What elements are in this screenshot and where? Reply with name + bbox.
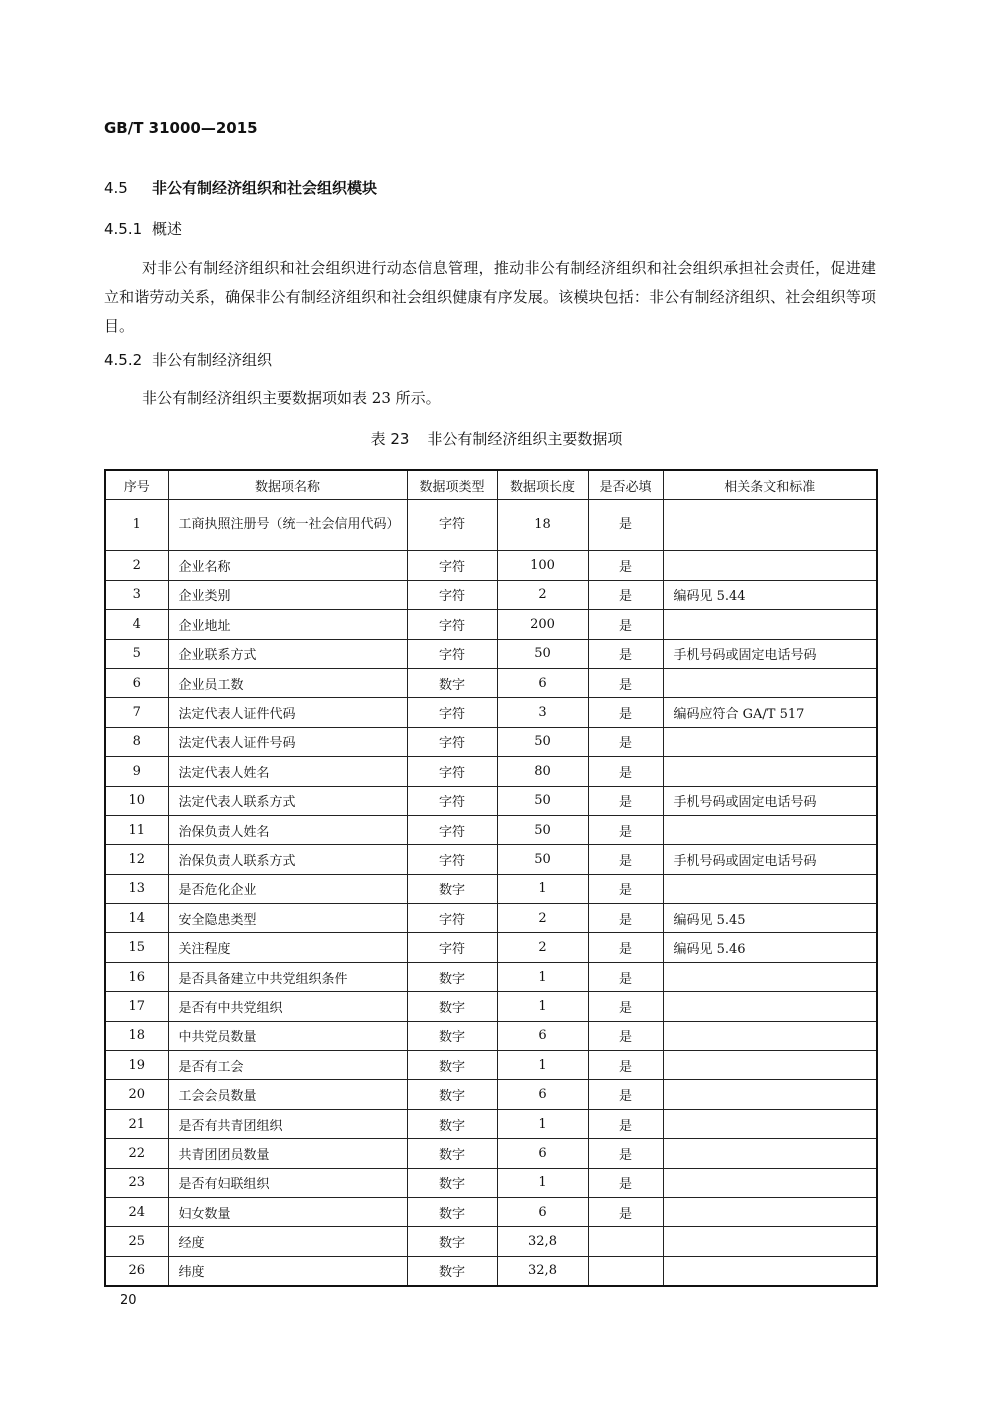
table-cell: 工商执照注册号（统一社会信用代码）: [168, 500, 407, 551]
table-cell: 编码应符合 GA/T 517: [663, 698, 877, 727]
table-cell: 数字: [407, 874, 497, 903]
table-cell: [663, 551, 877, 580]
table-cell: [663, 1109, 877, 1138]
table-cell: 是: [588, 757, 663, 786]
subsection-number: 4.5.1: [104, 220, 143, 238]
table-cell: 纬度: [168, 1256, 407, 1286]
table-cell: 是否有妇联组织: [168, 1168, 407, 1197]
table-caption-title: 非公有制经济组织主要数据项: [427, 430, 623, 448]
table-cell: 数字: [407, 1080, 497, 1109]
table-cell: 22: [105, 1139, 168, 1168]
table-cell: 是: [588, 992, 663, 1021]
table-cell: 是: [588, 1051, 663, 1080]
table-cell: 100: [497, 551, 588, 580]
table-cell: 编码见 5.44: [663, 580, 877, 609]
table-cell: [663, 1256, 877, 1286]
table-cell: [663, 668, 877, 697]
table-row: [105, 1227, 877, 1256]
overview-paragraph: 对非公有制经济组织和社会组织进行动态信息管理，推动非公有制经济组织和社会组织承担社会责任，促进建立和谐劳动关系，确保非公有制经济组织和社会组织健康有序发展。该模块包括：非公有制经济组织、社会组织等项目。: [104, 259, 876, 335]
table-cell: 手机号码或固定电话号码: [663, 786, 877, 815]
table-row: [105, 698, 877, 727]
table-cell: 50: [497, 815, 588, 844]
table-row: [105, 580, 877, 609]
table-cell: [663, 757, 877, 786]
table-cell: 妇女数量: [168, 1197, 407, 1226]
table-cell: [663, 1021, 877, 1050]
table-cell: 数字: [407, 1256, 497, 1286]
table-row: [105, 551, 877, 580]
table-cell: 1: [497, 1109, 588, 1138]
table-row: [105, 1256, 877, 1286]
table-cell: 2: [497, 933, 588, 962]
table-cell: 6: [105, 668, 168, 697]
table-cell: 是: [588, 1168, 663, 1197]
table-row: [105, 962, 877, 991]
data-items-table: [104, 469, 878, 1287]
table-cell: 编码见 5.46: [663, 933, 877, 962]
table-cell: 24: [105, 1197, 168, 1226]
table-cell: 字符: [407, 757, 497, 786]
section-title: 非公有制经济组织和社会组织模块: [152, 179, 378, 197]
table-cell: 治保负责人姓名: [168, 815, 407, 844]
table-cell: 法定代表人姓名: [168, 757, 407, 786]
table-cell: 3: [497, 698, 588, 727]
table-cell: 25: [105, 1227, 168, 1256]
table-cell: 是: [588, 727, 663, 756]
table-row: [105, 610, 877, 639]
table-cell: 19: [105, 1051, 168, 1080]
table-row: [105, 933, 877, 962]
table-cell: 1: [105, 500, 168, 551]
table-cell: 50: [497, 786, 588, 815]
table-cell: 2: [497, 580, 588, 609]
table-cell: 字符: [407, 786, 497, 815]
table-row: [105, 815, 877, 844]
table-cell: 是否有中共党组织: [168, 992, 407, 1021]
table-cell: 16: [105, 962, 168, 991]
table-caption-number: 表 23: [370, 430, 410, 448]
table-cell: 1: [497, 874, 588, 903]
table-cell: 企业名称: [168, 551, 407, 580]
table-cell: 15: [105, 933, 168, 962]
table-cell: [663, 1080, 877, 1109]
table-caption: [0, 428, 993, 449]
table-cell: 2: [497, 904, 588, 933]
table-cell: 是否危化企业: [168, 874, 407, 903]
subsection-title: 非公有制经济组织: [152, 351, 273, 369]
header-cell: 相关条文和标准: [663, 470, 877, 500]
table-cell: 是: [588, 1197, 663, 1226]
table-cell: 80: [497, 757, 588, 786]
table-cell: [663, 727, 877, 756]
page-number: 20: [120, 1293, 137, 1308]
table-row: [105, 1080, 877, 1109]
table-row: [105, 786, 877, 815]
table-cell: 字符: [407, 580, 497, 609]
table-cell: 是否具备建立中共党组织条件: [168, 962, 407, 991]
table-cell: 10: [105, 786, 168, 815]
table-cell: 数字: [407, 962, 497, 991]
table-cell: 6: [497, 1197, 588, 1226]
table-cell: 是: [588, 500, 663, 551]
table-cell: 治保负责人联系方式: [168, 845, 407, 874]
table-cell: 工会会员数量: [168, 1080, 407, 1109]
table-cell: 是: [588, 1080, 663, 1109]
table-cell: 7: [105, 698, 168, 727]
table-cell: 字符: [407, 698, 497, 727]
table-cell: 中共党员数量: [168, 1021, 407, 1050]
table-cell: 1: [497, 962, 588, 991]
table-cell: 是否有工会: [168, 1051, 407, 1080]
table-cell: 3: [105, 580, 168, 609]
table-cell: 企业员工数: [168, 668, 407, 697]
table-cell: 是: [588, 639, 663, 668]
table-cell: 数字: [407, 1109, 497, 1138]
table-cell: 4: [105, 610, 168, 639]
table-cell: [663, 1197, 877, 1226]
table-cell: 26: [105, 1256, 168, 1286]
table-cell: [663, 962, 877, 991]
table-cell: 数字: [407, 992, 497, 1021]
table-cell: 经度: [168, 1227, 407, 1256]
table-cell: 数字: [407, 1051, 497, 1080]
table-cell: 6: [497, 1080, 588, 1109]
table-cell: 是: [588, 904, 663, 933]
header-cell: 数据项名称: [168, 470, 407, 500]
table-cell: 是: [588, 962, 663, 991]
table-cell: 数字: [407, 1168, 497, 1197]
table-cell: 是: [588, 1109, 663, 1138]
table-cell: 是: [588, 668, 663, 697]
table-cell: 企业类别: [168, 580, 407, 609]
table-cell: 9: [105, 757, 168, 786]
table-cell: 50: [497, 639, 588, 668]
table-row: [105, 727, 877, 756]
table-row: [105, 992, 877, 1021]
table-cell: 8: [105, 727, 168, 756]
table-header-row: [105, 470, 877, 500]
table-cell: 18: [497, 500, 588, 551]
table-cell: 2: [105, 551, 168, 580]
table-cell: 1: [497, 1168, 588, 1197]
table-cell: 关注程度: [168, 933, 407, 962]
table-cell: [663, 500, 877, 551]
table-cell: [663, 874, 877, 903]
table-row: [105, 500, 877, 551]
table-cell: 是: [588, 845, 663, 874]
table-cell: 是: [588, 698, 663, 727]
table-cell: 字符: [407, 815, 497, 844]
table-cell: 字符: [407, 727, 497, 756]
table-cell: 是: [588, 1139, 663, 1168]
table-cell: 11: [105, 815, 168, 844]
table-cell: 手机号码或固定电话号码: [663, 845, 877, 874]
table-cell: 是: [588, 815, 663, 844]
table-cell: 法定代表人联系方式: [168, 786, 407, 815]
table-cell: 17: [105, 992, 168, 1021]
table-cell: 字符: [407, 639, 497, 668]
table-cell: 32,8: [497, 1256, 588, 1286]
table-intro-text: 非公有制经济组织主要数据项如表 23 所示。: [142, 389, 441, 407]
table-cell: 字符: [407, 845, 497, 874]
table-cell: 6: [497, 1021, 588, 1050]
table-cell: 字符: [407, 904, 497, 933]
table-cell: 200: [497, 610, 588, 639]
table-row: [105, 757, 877, 786]
table-cell: 法定代表人证件代码: [168, 698, 407, 727]
header-cell: 序号: [105, 470, 168, 500]
table-row: [105, 668, 877, 697]
table-cell: 6: [497, 1139, 588, 1168]
table-cell: 字符: [407, 933, 497, 962]
table-cell: 手机号码或固定电话号码: [663, 639, 877, 668]
table-cell: [663, 815, 877, 844]
table-cell: 21: [105, 1109, 168, 1138]
table-row: [105, 1139, 877, 1168]
table-cell: 字符: [407, 551, 497, 580]
table-row: [105, 1109, 877, 1138]
section-heading: [104, 177, 377, 198]
subsection-number: 4.5.2: [104, 351, 143, 369]
table-row: [105, 845, 877, 874]
table-cell: [663, 610, 877, 639]
table-cell: 数字: [407, 668, 497, 697]
table-cell: [663, 992, 877, 1021]
table-cell: 企业联系方式: [168, 639, 407, 668]
table-cell: 共青团团员数量: [168, 1139, 407, 1168]
table-cell: 数字: [407, 1227, 497, 1256]
table-cell: [663, 1227, 877, 1256]
table-cell: 23: [105, 1168, 168, 1197]
table-cell: 32,8: [497, 1227, 588, 1256]
table-row: [105, 874, 877, 903]
table-cell: 12: [105, 845, 168, 874]
subsection-heading-overview: [104, 218, 182, 239]
table-row: [105, 1051, 877, 1080]
table-cell: 是: [588, 874, 663, 903]
header-cell: 是否必填: [588, 470, 663, 500]
table-row: [105, 1168, 877, 1197]
table-cell: 1: [497, 1051, 588, 1080]
table-cell: 是: [588, 551, 663, 580]
table-cell: 50: [497, 845, 588, 874]
table-cell: 14: [105, 904, 168, 933]
table-cell: 是: [588, 610, 663, 639]
table-cell: 编码见 5.45: [663, 904, 877, 933]
table-cell: 50: [497, 727, 588, 756]
table-cell: 1: [497, 992, 588, 1021]
table-cell: 数字: [407, 1021, 497, 1050]
table-cell: 是: [588, 580, 663, 609]
table-cell: 企业地址: [168, 610, 407, 639]
table-cell: 法定代表人证件号码: [168, 727, 407, 756]
table-row: [105, 1021, 877, 1050]
subsection-title: 概述: [152, 220, 183, 238]
table-cell: 18: [105, 1021, 168, 1050]
table-cell: 20: [105, 1080, 168, 1109]
table-row: [105, 904, 877, 933]
table-cell: 5: [105, 639, 168, 668]
table-cell: 数字: [407, 1197, 497, 1226]
header-cell: 数据项长度: [497, 470, 588, 500]
table-cell: 6: [497, 668, 588, 697]
table-cell: 13: [105, 874, 168, 903]
table-cell: 安全隐患类型: [168, 904, 407, 933]
table-cell: 是: [588, 786, 663, 815]
table-cell: [588, 1256, 663, 1286]
table-cell: [588, 1227, 663, 1256]
table-cell: 是: [588, 1021, 663, 1050]
table-cell: [663, 1051, 877, 1080]
table-cell: [663, 1139, 877, 1168]
table-cell: 是: [588, 933, 663, 962]
header-cell: 数据项类型: [407, 470, 497, 500]
table-cell: [663, 1168, 877, 1197]
table-row: [105, 639, 877, 668]
standard-code: GB/T 31000—2015: [104, 119, 258, 137]
table-row: [105, 1197, 877, 1226]
table-cell: 是否有共青团组织: [168, 1109, 407, 1138]
table-cell: 字符: [407, 500, 497, 551]
table-cell: 字符: [407, 610, 497, 639]
subsection-heading-non-public: [104, 349, 272, 370]
table-cell: 数字: [407, 1139, 497, 1168]
section-number: 4.5: [104, 179, 128, 197]
